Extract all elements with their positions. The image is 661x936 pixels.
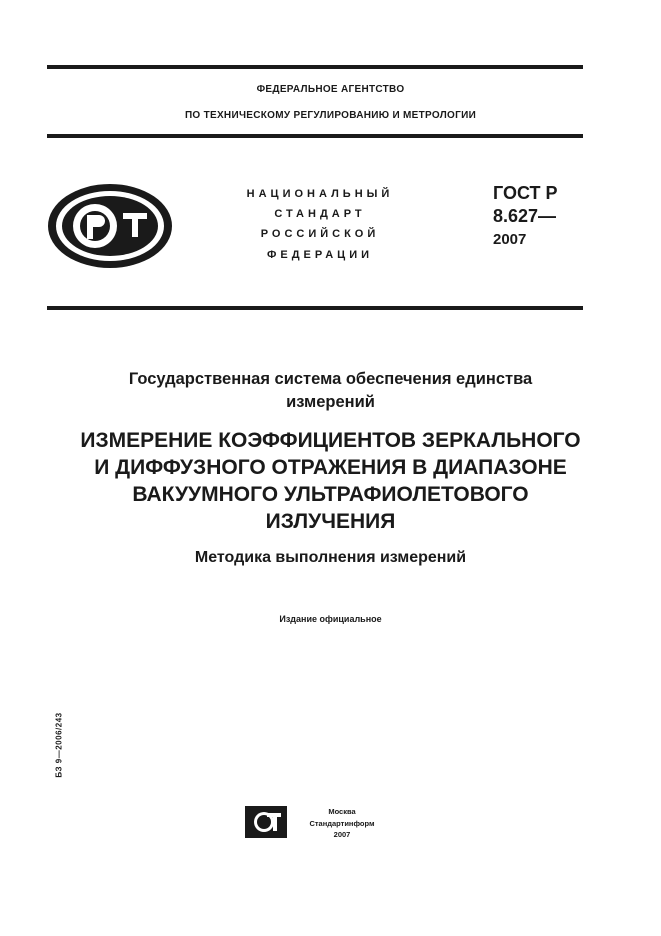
series-line-1: Государственная система обеспечения единства [128, 370, 533, 388]
standard-type-line-1: НАЦИОНАЛЬНЫЙ [246, 188, 394, 200]
side-code: БЗ 9—2006/243 [54, 712, 64, 778]
agency-line-2: ПО ТЕХНИЧЕСКОМУ РЕГУЛИРОВАНИЮ И МЕТРОЛОГИИ [184, 110, 477, 121]
title-line-4: ИЗЛУЧЕНИЯ [265, 510, 396, 533]
title-line-2: И ДИФФУЗНОГО ОТРАЖЕНИЯ В ДИАПАЗОНЕ [94, 456, 567, 479]
rule-header [47, 306, 583, 310]
rule-top [47, 65, 583, 69]
rst-logo-icon [45, 181, 175, 271]
standard-type-line-3: РОССИЙСКОЙ [260, 228, 380, 240]
designation-number: 8.627— [493, 206, 557, 226]
rule-agency [47, 134, 583, 138]
designation-prefix: ГОСТ Р [493, 183, 558, 203]
agency-line-1: ФЕДЕРАЛЬНОЕ АГЕНТСТВО [256, 84, 405, 95]
series-line-2: измерений [286, 393, 375, 411]
publisher-info [294, 806, 390, 841]
edition-note: Издание официальное [279, 614, 382, 624]
publisher-year: 2007 [333, 830, 351, 839]
publisher-name: Стандартинформ [309, 818, 375, 828]
designation [493, 182, 558, 251]
standard-type-line-4: ФЕДЕРАЦИИ [266, 249, 374, 261]
standard-type-line-2: СТАНДАРТ [274, 208, 366, 220]
standartinform-logo-icon [245, 806, 287, 838]
title-line-3: ВАКУУМНОГО УЛЬТРАФИОЛЕТОВОГО [132, 483, 529, 506]
series-title [55, 368, 606, 414]
publisher-city: Москва [328, 807, 356, 816]
designation-year: 2007 [493, 231, 527, 248]
document-title [40, 427, 621, 535]
title-line-1: ИЗМЕРЕНИЕ КОЭФФИЦИЕНТОВ ЗЕРКАЛЬНОГО [80, 429, 581, 452]
subtitle: Методика выполнения измерений [194, 549, 467, 566]
